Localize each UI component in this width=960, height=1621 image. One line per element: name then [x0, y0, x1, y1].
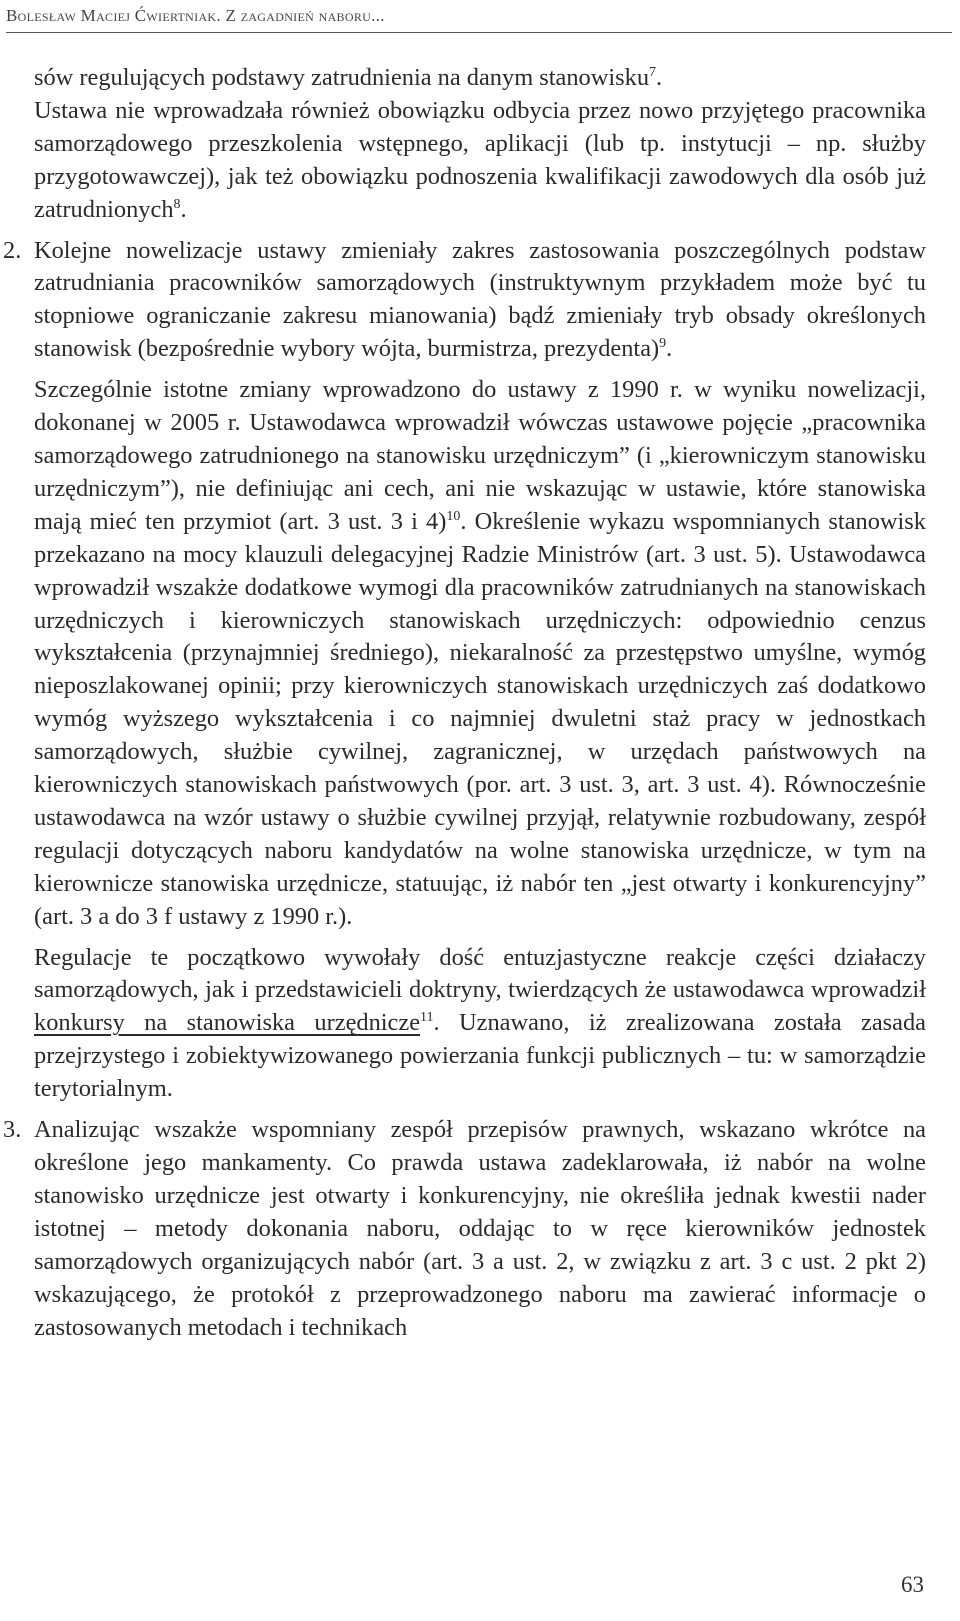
paragraph: [34, 95, 926, 227]
paragraph-continuation: [34, 62, 926, 95]
footnote-ref: 8: [173, 196, 181, 212]
running-title: Bolesław Maciej Ćwiertniak. Z zagadnień naboru...: [6, 6, 385, 25]
footnote-ref: 9: [659, 336, 667, 352]
paragraph-number: 2.: [3, 236, 22, 264]
paragraph-text-end: .: [666, 335, 673, 363]
paragraph-text: sów regulujących podstawy zatrudnienia na danym stanowisku: [34, 64, 650, 91]
paragraph-text: Szczególnie istotne zmiany wprowadzono do ustawy z 1990 r. w wyniku nowelizacji, dokonanej w 2005 r. Ustawodawca wprowadził wówczas ustawowe pojęcie „pracownika samorządowego zatrudnionego na stanowisku urzędniczym” (i „kierowniczym stanowisku urzędniczym”), nie definiując ani cech, ani nie wskazując w ustawie, które stanowiska mają mieć ten przymiot (art. 3 ust. 3 i 4): [34, 376, 926, 535]
paragraph: [34, 942, 926, 1107]
numbered-paragraph-2: [3, 235, 926, 367]
footnote-ref: 11: [420, 1010, 434, 1026]
underlined-phrase: konkursy na stanowiska urzędnicze: [34, 1009, 421, 1037]
numbered-paragraph-3: [3, 1114, 926, 1344]
footnote-ref: 10: [446, 508, 461, 524]
paragraph-text-end: . Określenie wykazu wspomnianych stanowisk przekazano na mocy klauzuli delegacyjnej Radzie Ministrów (art. 3 ust. 5). Ustawodawca wprowadził wszakże dodatkowe wymogi dla pracowników zatrudnianych na stanowiskach urzędniczych i kierowniczych stanowiskach urzędniczych: odpowiednio cenzus wykształcenia (przynajmniej średniego), niekaralność za przestępstwo umyślne, wymóg nieposzlakowanej opinii; przy kierowniczych stanowiskach urzędniczych zaś dodatkowo wymóg wyższego wykształcenia i co najmniej dwuletni staż pracy w jednostkach samorządowych, służbie cywilnej, zagranicznej, w urzędach państwowych na kierowniczych stanowiskach państwowych (por. art. 3 ust. 3, art. 3 ust. 4). Równocześnie ustawodawca na wzór ustawy o służbie cywilnej przyjął, relatywnie rozbudowany, zespół regulacji dotyczących naboru kandydatów na wolne stanowiska urzędnicze, w tym na kierownicze stanowiska urzędnicze, statuując, iż nabór ten „jest otwarty i konkurencyjny” (art. 3 a do 3 f ustawy z 1990 r.).: [34, 507, 926, 930]
paragraph-number: 3.: [3, 1116, 22, 1144]
paragraph-text-end: . Uznawano, iż zrealizowana została zasada przejrzystego i zobiektywizowanego powierzania funkcji publicznych – tu: w samorządzie terytorialnym.: [34, 1009, 927, 1103]
paragraph-text-end: .: [656, 64, 663, 91]
body-text: [3, 62, 927, 1344]
footnote-ref: 7: [649, 64, 657, 80]
page-number: 63: [901, 1572, 924, 1597]
running-header: [6, 6, 952, 33]
paragraph-text: Analizując wszakże wspomniany zespół przepisów prawnych, wskazano wkrótce na określone jego mankamenty. Co prawda ustawa zadeklarowała, iż nabór na wolne stanowisko urzędnicze jest otwarty i konkurencyjny, nie określiła jednak kwestii nader istotnej – metody dokonania naboru, oddając to w ręce kierowników jednostek samorządowych organizujących nabór (art. 3 a ust. 2, w związku z art. 3 c ust. 2 pkt 2) wskazującego, że protokół z przeprowadzonego naboru ma zawierać informacje o zastosowanych metodach i technikach: [34, 1116, 926, 1341]
paragraph: [34, 374, 926, 933]
paragraph-text: Ustawa nie wprowadzała również obowiązku odbycia przez nowo przyjętego pracownika samorządowego przeszkolenia wstępnego, aplikacji (lub tp. instytucji – np. służby przygotowawczej), jak też obowiązku podnoszenia kwalifikacji zawodowych dla osób już zatrudnionych: [34, 96, 926, 223]
paragraph-text-end: .: [180, 195, 187, 223]
paragraph-text: Regulacje te początkowo wywołały dość entuzjastyczne reakcje części działaczy samorządowych, jak i przedstawicieli doktryny, twierdzących że ustawodawca wprowadził: [34, 943, 926, 1004]
paragraph-text: Kolejne nowelizacje ustawy zmieniały zakres zastosowania poszczególnych podstaw zatrudniania pracowników samorządowych (instruktywnym przykładem może być tu stopniowe ograniczanie zakresu mianowania) bądź zmieniały tryb obsady określonych stanowisk (bezpośrednie wybory wójta, burmistrza, prezydenta): [34, 236, 926, 363]
